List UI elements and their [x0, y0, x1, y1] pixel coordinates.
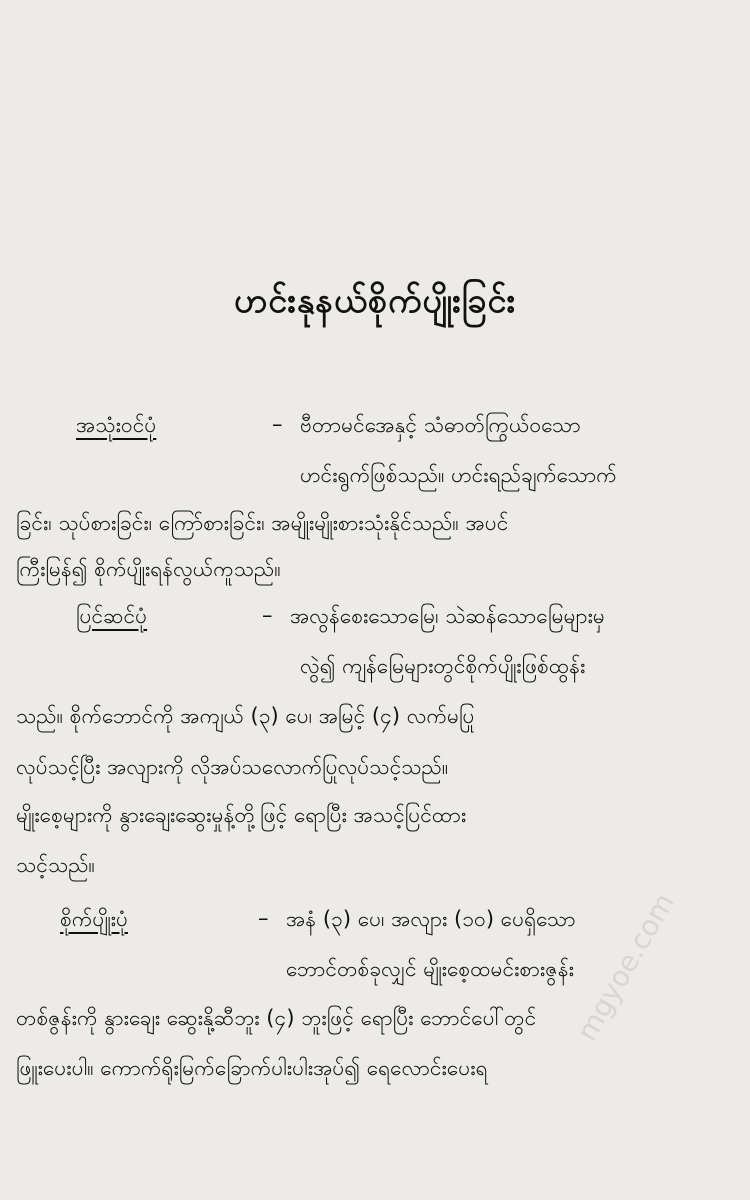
dash: – [258, 906, 269, 930]
dash: – [262, 603, 273, 627]
paragraph-line: ဗီတာမင်အေနှင့် သံဓာတ်ကြွယ်ဝသော [300, 413, 581, 437]
paragraph-line: ဘောင်တစ်ခုလျှင် မျိုးစေ့ထမင်းစားဇွန်း [286, 957, 574, 981]
paragraph-line: ဖြူးပေးပါ။ ကောက်ရိုးမြက်ခြောက်ပါးပါးအုပ်၍ ရေလောင်းပေးရ [16, 1056, 488, 1080]
paragraph-line: ခြင်း၊ သုပ်စားခြင်း၊ ကြော်စားခြင်း၊ အမျိုးမျိုးစားသုံးနိုင်သည်။ အပင် [16, 511, 509, 535]
paragraph-line: အလွန်စေးသောမြေ၊ သဲဆန်သောမြေများမှ [290, 604, 605, 628]
paragraph-line: အနံ (၃) ပေ၊ အလျား (၁၀) ပေရှိသော [286, 907, 576, 931]
paragraph-line: သင့်သည်။ [16, 853, 95, 877]
paragraph-line: သည်။ စိုက်ဘောင်ကို အကျယ် (၃) ပေ၊ အမြင့် (၄) လက်မပြု [16, 704, 475, 728]
section-heading-usage: အသုံးဝင်ပုံ [76, 413, 157, 437]
page-title: ဟင်းနုနယ်စိုက်ပျိုးခြင်း [234, 281, 516, 321]
paragraph-line: လွဲ၍ ကျန်မြေများတွင်စိုက်ပျိုးဖြစ်ထွန်း [300, 654, 586, 678]
paragraph-line: ကြီးမြန်၍ စိုက်ပျိုးရန်လွယ်ကူသည်။ [16, 557, 281, 581]
watermark: mgyoe.com [570, 887, 681, 1047]
paragraph-line: တစ်ဇွန်းကို နွားချေး ဆွေးနို့ဆီဘူး (၄) ဘူးဖြင့် ရောပြီး ဘောင်ပေါ်တွင် [16, 1006, 537, 1030]
paragraph-line: ဟင်းရွက်ဖြစ်သည်။ ဟင်းရည်ချက်သောက် [300, 463, 617, 487]
paragraph-line: မျိုးစေ့များကို နွားချေးဆွေးမှုန့်တို့ဖြင့် ရောပြီး အသင့်ပြင်ထား [16, 803, 467, 827]
section-heading-planting: စိုက်ပျိုးပုံ [60, 907, 128, 931]
section-heading-preparation: ပြင်ဆင်ပုံ [76, 604, 148, 628]
dash: – [272, 412, 283, 436]
paragraph-line: လုပ်သင့်ပြီး အလျားကို လိုအပ်သလောက်ပြုလုပ်သင့်သည်။ [16, 755, 449, 779]
